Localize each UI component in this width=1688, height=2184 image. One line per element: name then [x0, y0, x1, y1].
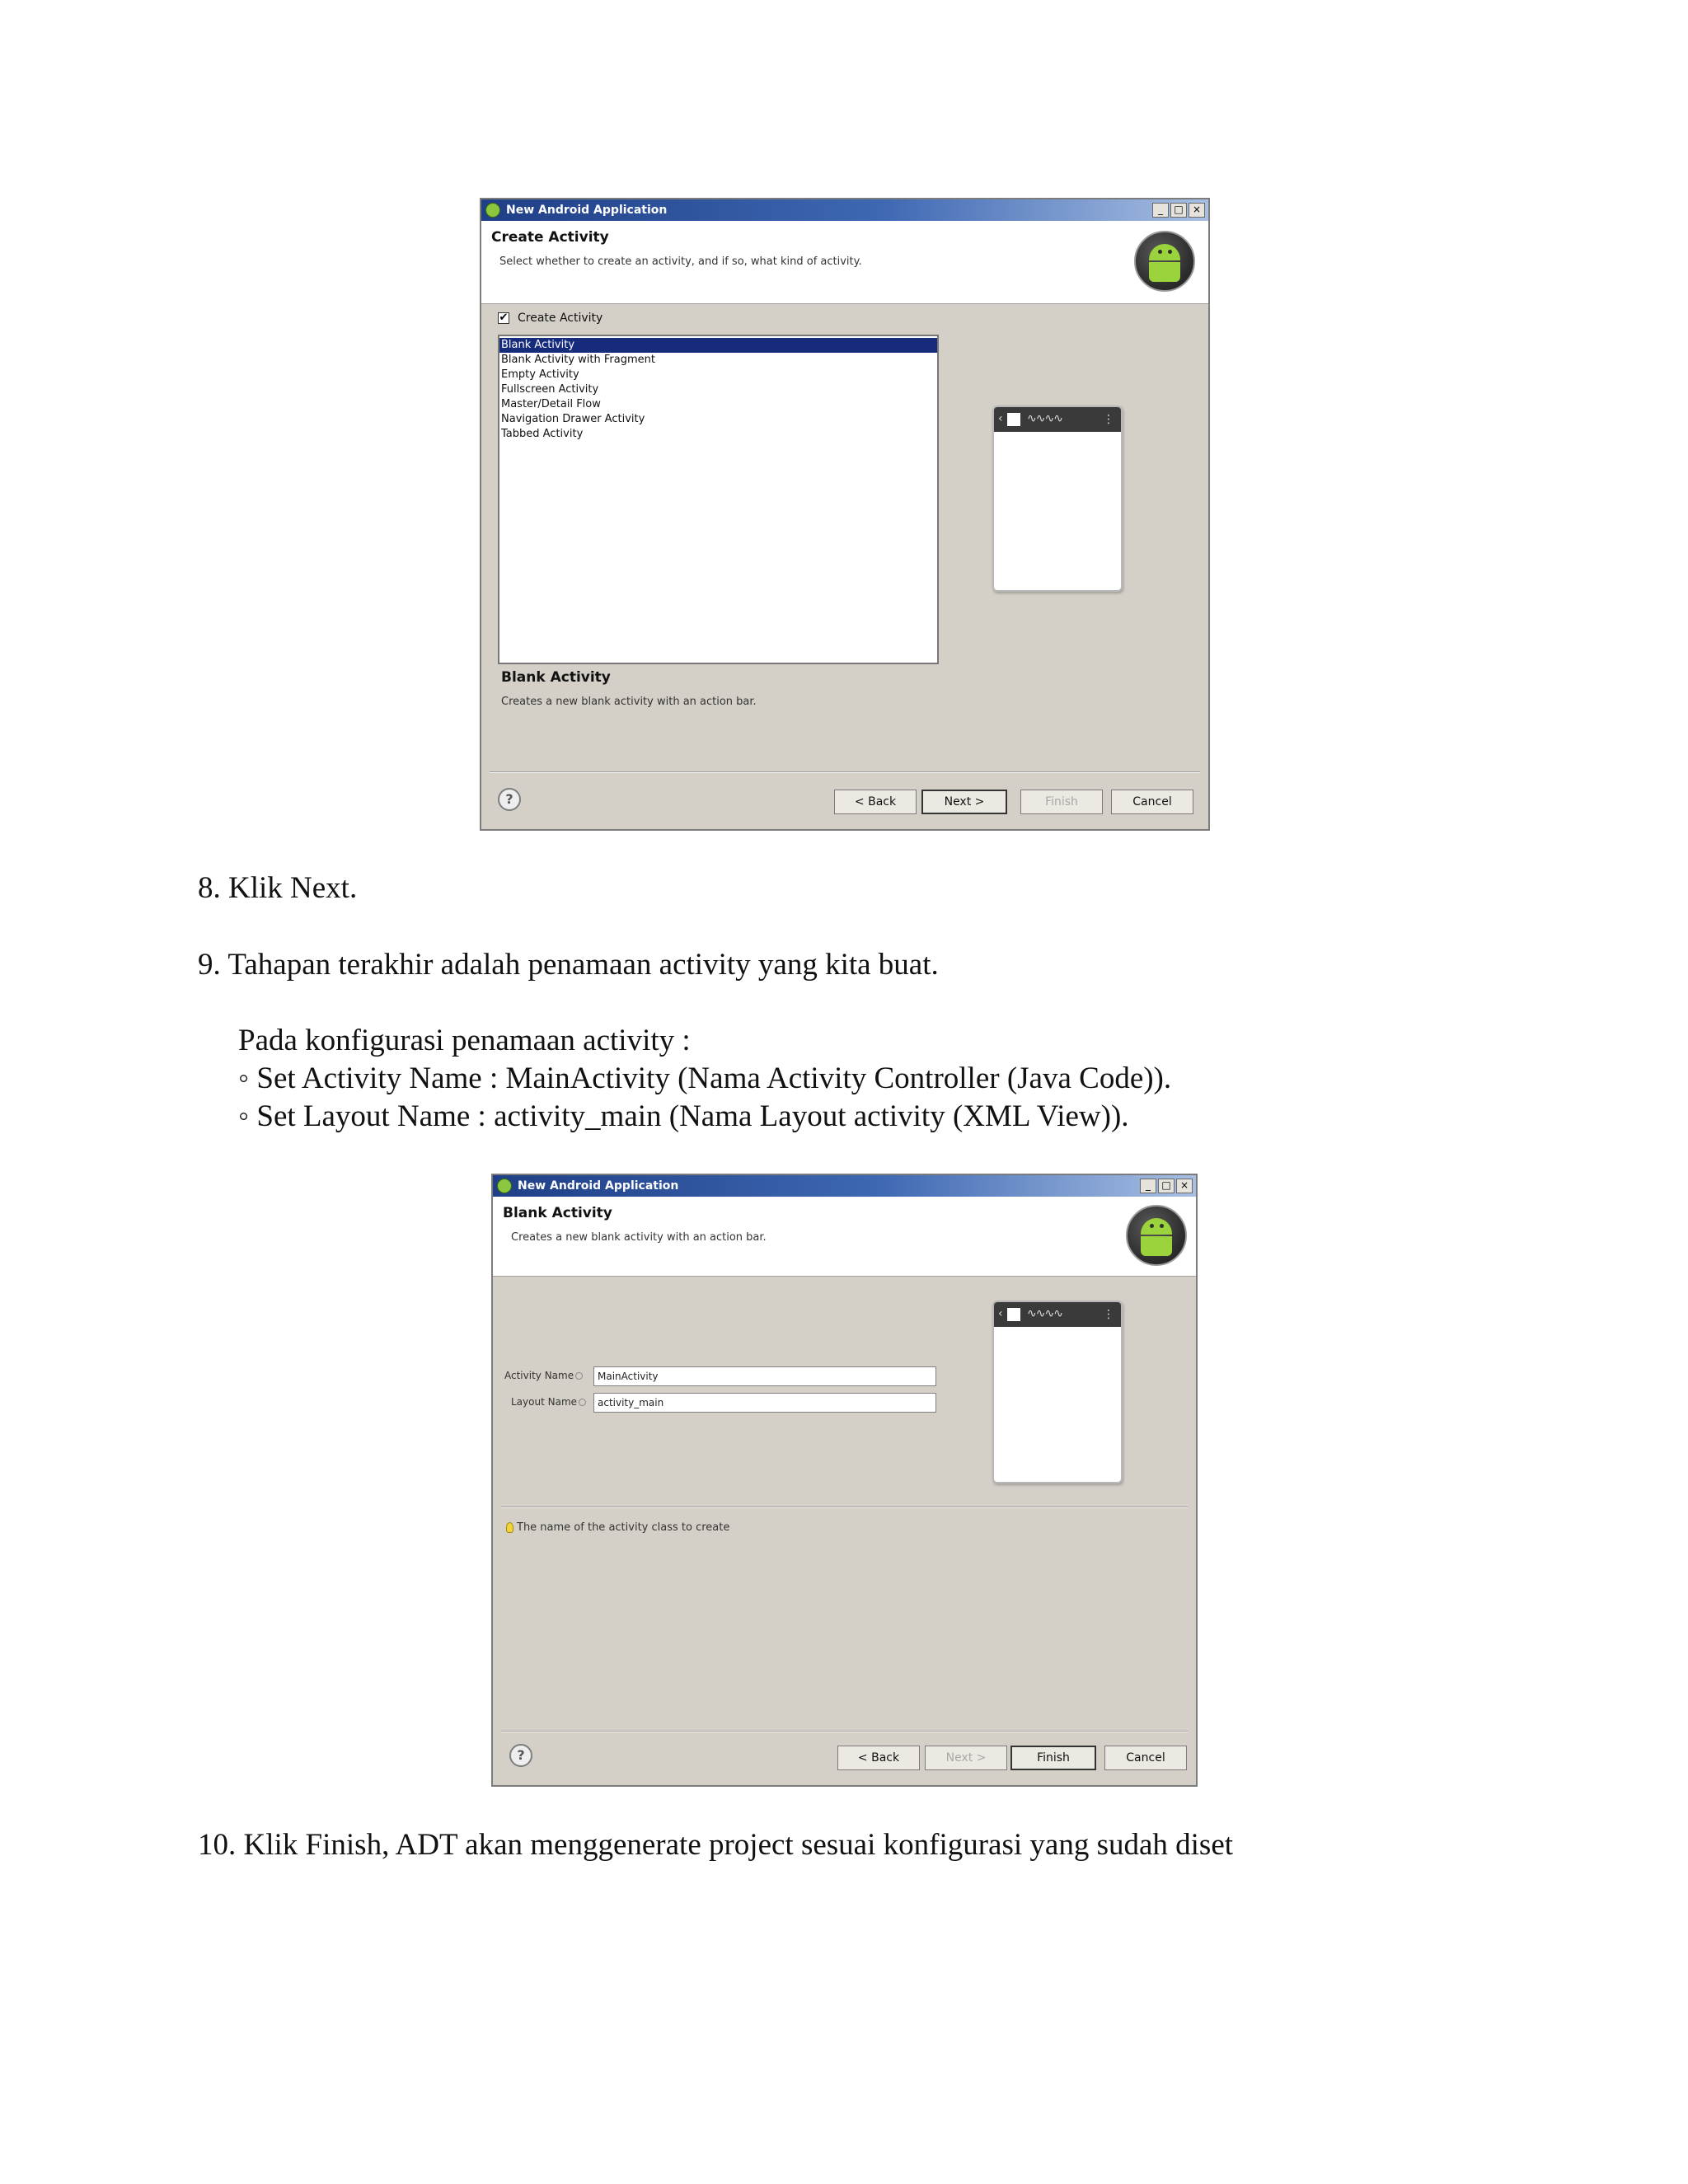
wizard-header: [481, 221, 1208, 304]
back-chevron-icon: ‹: [998, 1307, 1003, 1320]
cancel-button[interactable]: Cancel: [1111, 790, 1193, 814]
layout-name-label-text: Layout Name: [511, 1396, 578, 1408]
template-item-navigation-drawer[interactable]: Navigation Drawer Activity: [501, 413, 645, 425]
info-icon: [579, 1399, 586, 1406]
create-activity-dialog: [480, 198, 1210, 831]
overflow-menu-icon: ⋮: [1103, 413, 1114, 426]
template-item-blank-activity[interactable]: Blank Activity: [499, 338, 937, 353]
template-description: Creates a new blank activity with an action bar.: [501, 696, 757, 708]
android-logo-icon: [1126, 1205, 1187, 1266]
template-item-tabbed-activity[interactable]: Tabbed Activity: [501, 428, 584, 440]
overflow-menu-icon: ⋮: [1103, 1308, 1114, 1321]
title-placeholder: ∿∿∿∿: [1027, 412, 1062, 425]
config-layout-name-item: ◦ Set Layout Name : activity_main (Nama Layout activity (XML View)).: [238, 1099, 1129, 1133]
activity-template-list[interactable]: [498, 335, 939, 664]
phone-action-bar: [994, 1302, 1121, 1327]
help-icon[interactable]: ?: [509, 1744, 532, 1767]
help-icon[interactable]: ?: [498, 788, 521, 811]
dialog-titlebar[interactable]: [493, 1175, 1196, 1197]
minimize-button[interactable]: _: [1152, 203, 1169, 218]
android-app-icon: [497, 1179, 512, 1193]
dialog-titlebar[interactable]: [481, 199, 1208, 221]
template-item-blank-activity-fragment[interactable]: Blank Activity with Fragment: [501, 354, 655, 366]
activity-name-label: [504, 1370, 583, 1381]
template-item-empty-activity[interactable]: Empty Activity: [501, 368, 579, 381]
hint-text: The name of the activity class to create: [517, 1521, 730, 1534]
finish-button[interactable]: Finish: [1020, 790, 1103, 814]
activity-name-input[interactable]: MainActivity: [593, 1366, 936, 1386]
footer-separator: [490, 771, 1200, 773]
next-button[interactable]: Next >: [921, 790, 1007, 814]
dialog-title: New Android Application: [518, 1179, 679, 1193]
info-icon: [575, 1372, 583, 1380]
wizard-page-title: Create Activity: [491, 229, 609, 246]
app-icon-placeholder: [1007, 1308, 1020, 1321]
finish-button[interactable]: Finish: [1010, 1746, 1096, 1770]
wizard-page-title: Blank Activity: [503, 1205, 612, 1221]
layout-name-label: [511, 1396, 586, 1408]
layout-name-input[interactable]: activity_main: [593, 1393, 936, 1413]
create-activity-label: Create Activity: [518, 312, 603, 325]
activity-name-label-text: Activity Name: [504, 1370, 574, 1381]
dialog-title: New Android Application: [506, 204, 668, 217]
lightbulb-icon: [506, 1522, 513, 1533]
template-title: Blank Activity: [501, 669, 611, 686]
close-button[interactable]: ×: [1189, 203, 1205, 218]
config-activity-name-item: ◦ Set Activity Name : MainActivity (Nama Activity Controller (Java Code)).: [238, 1062, 1172, 1095]
wizard-page-description: Select whether to create an activity, and if so, what kind of activity.: [499, 255, 862, 268]
app-icon-placeholder: [1007, 413, 1020, 426]
phone-preview: [992, 1301, 1123, 1483]
create-activity-checkbox[interactable]: ✔: [499, 312, 509, 324]
step-8-text: 8. Klik Next.: [198, 871, 358, 905]
android-app-icon: [485, 203, 500, 218]
blank-activity-dialog: [491, 1174, 1198, 1787]
hint-separator: [501, 1507, 1188, 1508]
back-button[interactable]: < Back: [837, 1746, 920, 1770]
config-intro-text: Pada konfigurasi penamaan activity :: [238, 1024, 691, 1057]
next-button[interactable]: Next >: [925, 1746, 1007, 1770]
title-placeholder: ∿∿∿∿: [1027, 1307, 1062, 1320]
android-logo-icon: [1134, 231, 1195, 292]
step-9-text: 9. Tahapan terakhir adalah penamaan activity yang kita buat.: [198, 948, 939, 982]
template-item-fullscreen-activity[interactable]: Fullscreen Activity: [501, 383, 599, 396]
wizard-header: [493, 1197, 1196, 1277]
create-activity-checkbox-row[interactable]: [498, 312, 603, 325]
wizard-page-description: Creates a new blank activity with an action bar.: [511, 1231, 767, 1244]
phone-action-bar: [994, 407, 1121, 432]
template-item-master-detail-flow[interactable]: Master/Detail Flow: [501, 398, 601, 410]
back-button[interactable]: < Back: [834, 790, 917, 814]
maximize-button[interactable]: □: [1158, 1179, 1175, 1193]
step-10-text: 10. Klik Finish, ADT akan menggenerate project sesuai konfigurasi yang sudah diset: [198, 1828, 1234, 1862]
footer-separator: [501, 1731, 1188, 1732]
close-button[interactable]: ×: [1176, 1179, 1193, 1193]
minimize-button[interactable]: _: [1140, 1179, 1156, 1193]
phone-preview: [992, 405, 1123, 592]
hint-row: [506, 1521, 729, 1534]
maximize-button[interactable]: □: [1170, 203, 1187, 218]
cancel-button[interactable]: Cancel: [1104, 1746, 1187, 1770]
back-chevron-icon: ‹: [998, 412, 1003, 425]
